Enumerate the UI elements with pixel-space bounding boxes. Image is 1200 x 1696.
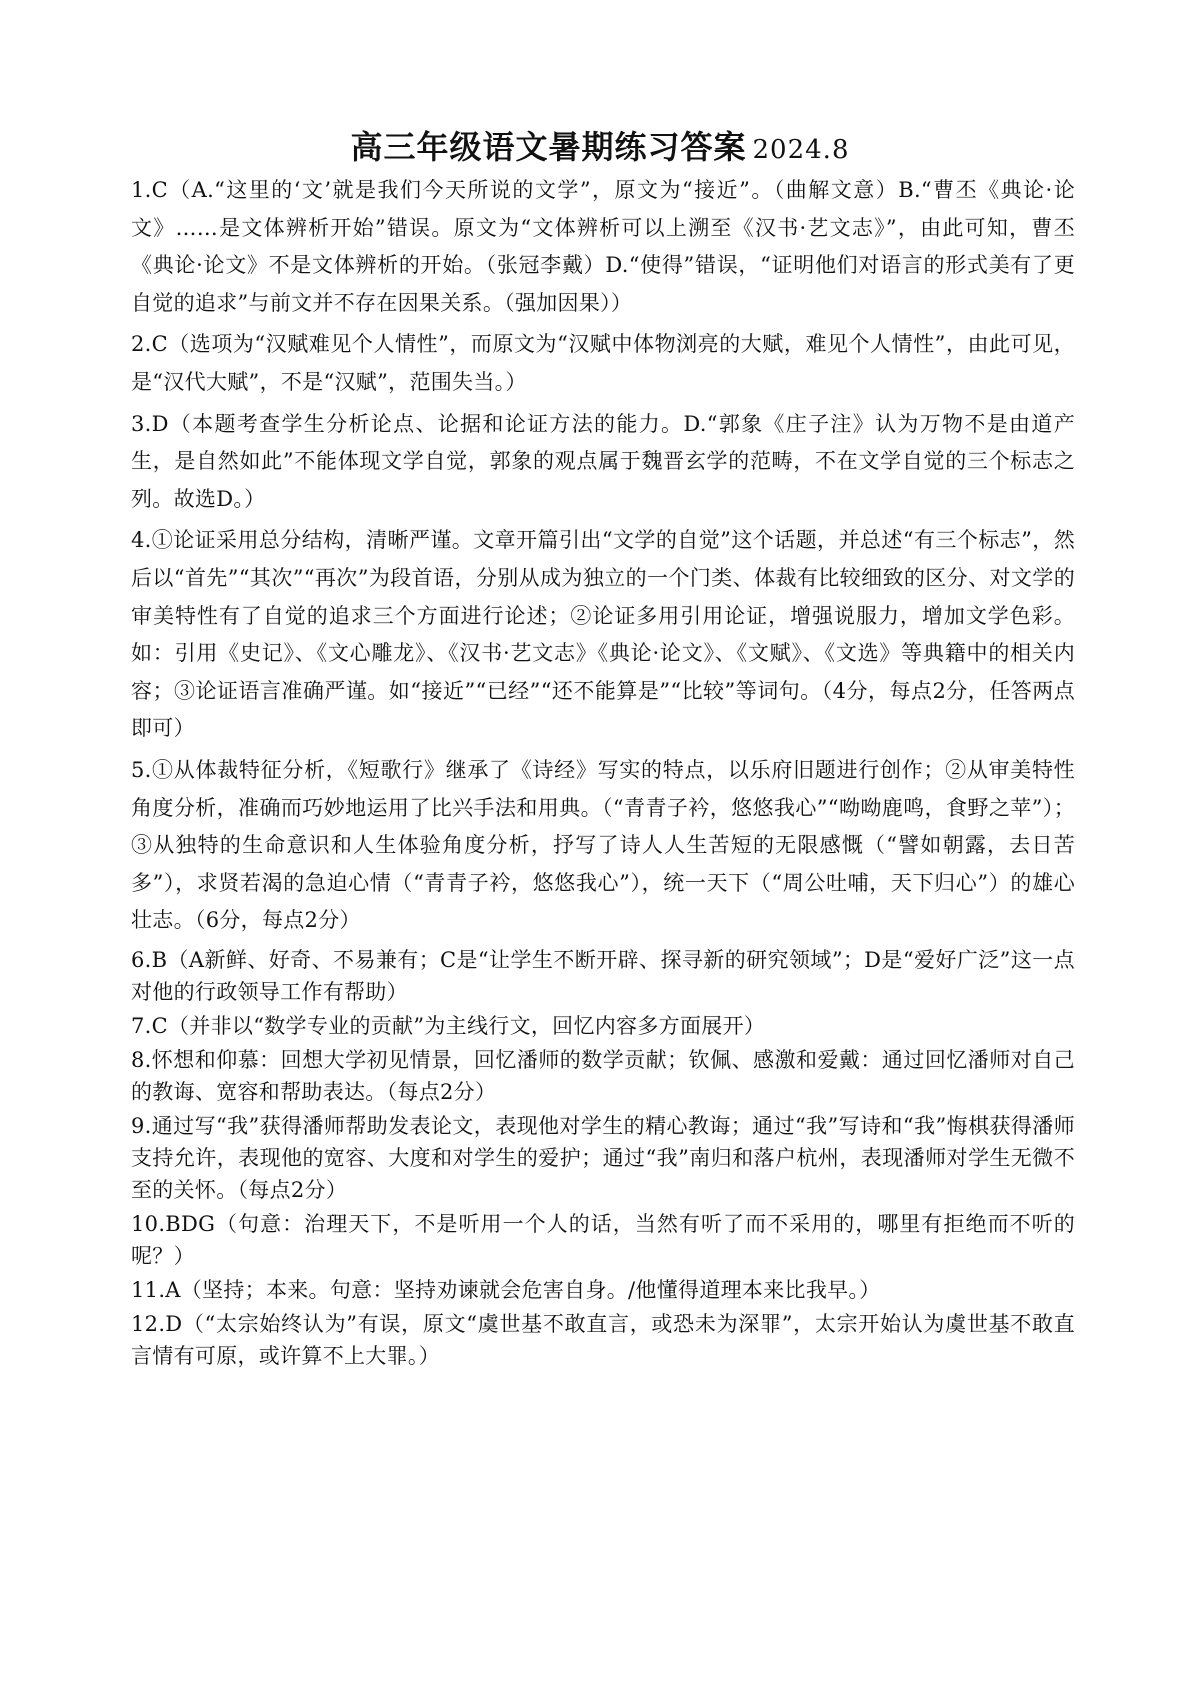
answer-1: 1.C（A.“这里的‘文’就是我们今天所说的文学”，原文为“接近”。（曲解文意）B.“曹丕《典论·论文》……是文体辨析开始”错误。原文为“文体辨析可以上溯至《汉书·艺文志》”，由此可知，曹丕《典论·论文》不是文体辨析的开始。（张冠李戴）D.“使得”错误，“证明他们对语言的形式美有了更自觉的追求”与前文并不存在因果关系。（强加因果）） [131,178,1075,315]
answer-8: 8.怀想和仰慕：回想大学初见情景，回忆潘师的数学贡献；钦佩、感激和爱戴：通过回忆潘师对自己的教诲、宽容和帮助表达。（每点2分） [131,1047,1075,1104]
answer-12: 12.D（“太宗始终认为”有误，原文“虞世基不敢直言，或恐未为深罪”，太宗开始认为虞世基不敢直言情有可原，或许算不上大罪。） [131,1311,1075,1368]
answer-9: 9.通过写“我”获得潘师帮助发表论文，表现他对学生的精心教诲；通过“我”写诗和“我”悔棋获得潘师支持允许，表现他的宽容、大度和对学生的爱护；通过“我”南归和落户杭州，表现潘师对学生无微不至的关怀。（每点2分） [131,1113,1075,1202]
answer-6: 6.B（A新鲜、好奇、不易兼有；C是“让学生不断开辟、探寻新的研究领域”；D是“爱好广泛”这一点对他的行政领导工作有帮助） [131,947,1075,1004]
answer-7: 7.C（并非以“数学专业的贡献”为主线行文，回忆内容多方面展开） [131,1013,766,1038]
answer-11: 11.A（坚持；本来。句意：坚持劝谏就会危害自身。/他懂得道理本来比我早。） [131,1277,881,1302]
document-title [0,127,1200,170]
title-date: 2024.8 [752,135,850,165]
answer-4: 4.①论证采用总分结构，清晰严谨。文章开篇引出“文学的自觉”这个话题，并总述“有三个标志”，然后以“首先”“其次”“再次”为段首语，分别从成为独立的一个门类、体裁有比较细致的区分、对文学的审美特性有了自觉的追求三个方面进行论述；②论证多用引用论证，增强说服力，增加文学色彩。如：引用《史记》、《文心雕龙》、《汉书·艺文志》《典论·论文》、《文赋》、《文选》等典籍中的相关内容；③论证语言准确严谨。如“接近”“已经”“还不能算是”“比较”等词句。（4分，每点2分，任答两点即可） [131,528,1075,741]
answer-5: 5.①从体裁特征分析，《短歌行》继承了《诗经》写实的特点，以乐府旧题进行创作；②从审美特性角度分析，准确而巧妙地运用了比兴手法和用典。（“青青子衿，悠悠我心”“呦呦鹿鸣，食野之苹”）；③从独特的生命意识和人生体验角度分析，抒写了诗人人生苦短的无限感慨（“譬如朝露，去日苦多”），求贤若渴的急迫心情（“青青子衿，悠悠我心”），统一天下（“周公吐哺，天下归心”）的雄心壮志。（6分，每点2分） [131,757,1075,933]
answer-3: 3.D（本题考查学生分析论点、论据和论证方法的能力。D.“郭象《庄子注》认为万物不是由道产生，是自然如此”不能体现文学自觉，郭象的观点属于魏晋玄学的范畴，不在文学自觉的三个标志之列。故选D。） [131,411,1075,511]
title-text: 高三年级语文暑期练习答案 [350,128,747,166]
answer-10: 10.BDG（句意：治理天下，不是听用一个人的话，当然有听了而不采用的，哪里有拒绝而不听的呢？） [131,1211,1075,1268]
answer-2: 2.C（选项为“汉赋难见个人情性”，而原文为“汉赋中体物浏亮的大赋，难见个人情性”，由此可见，是“汉代大赋”，不是“汉赋”，范围失当。） [131,332,1075,394]
answer-list [131,172,1075,1374]
